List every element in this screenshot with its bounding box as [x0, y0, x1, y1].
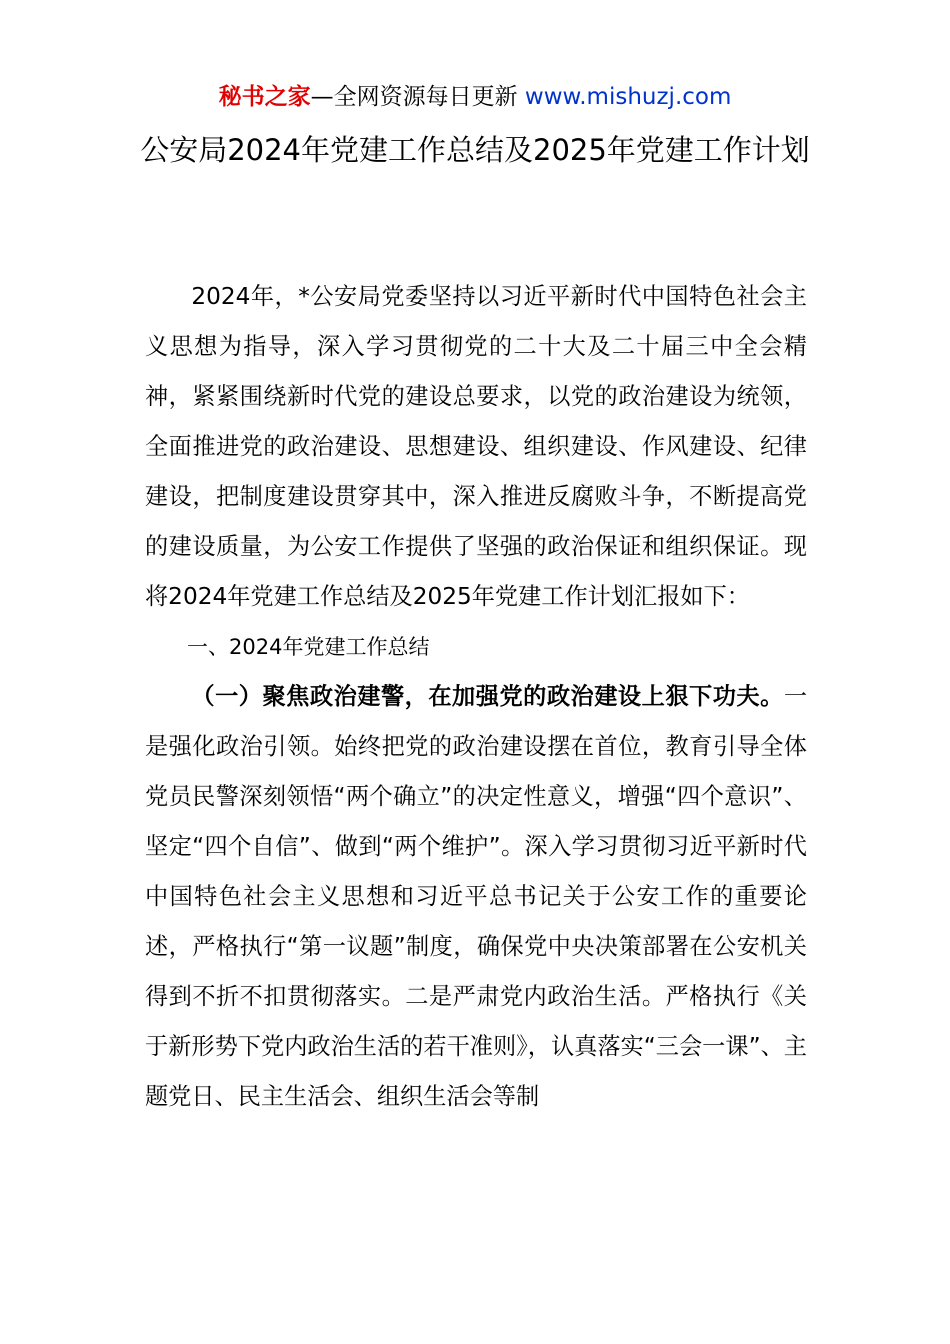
document-title: 公安局2024年党建工作总结及2025年党建工作计划: [140, 133, 810, 167]
intro-paragraph: 2024年，*公安局党委坚持以习近平新时代中国特色社会主义思想为指导，深入学习贯彻党的二十大及二十届三中全会精神，紧紧围绕新时代党的建设总要求，以党的政治建设为统领，全面推进党的政治建设、思想建设、组织建设、作风建设、纪律建设，把制度建设贯穿其中，深入推进反腐败斗争，不断提高党的建设质量，为公安工作提供了坚强的政治保证和组织保证。现将2024年党建工作总结及2025年党建工作计划汇报如下：: [145, 283, 807, 610]
document-body: [145, 272, 807, 1122]
subsection-body: 一是强化政治引领。始终把党的政治建设摆在首位，教育引导全体党员民警深刻领悟“两个确立”的决定性意义，增强“四个意识”、坚定“四个自信”、做到“两个维护”。深入学习贯彻习近平新时代中国特色社会主义思想和习近平总书记关于公安工作的重要论述，严格执行“第一议题”制度，确保党中央决策部署在公安机关得到不折不扣贯彻落实。二是严肃党内政治生活。严格执行《关于新形势下党内政治生活的若干准则》，认真落实“三会一课”、主题党日、民主生活会、组织生活会等制: [145, 683, 807, 1110]
site-header: [0, 80, 950, 114]
site-url-link[interactable]: www.mishuzj.com: [524, 84, 732, 110]
subsection-paragraph: [145, 672, 807, 1122]
header-tagline: —全网资源每日更新: [310, 84, 518, 110]
brand-name: 秘书之家: [218, 84, 311, 110]
section-heading: 一、2024年党建工作总结: [187, 635, 430, 659]
subsection-bold-lead: （一）聚焦政治建警，在加强党的政治建设上狠下功夫。: [191, 683, 784, 710]
